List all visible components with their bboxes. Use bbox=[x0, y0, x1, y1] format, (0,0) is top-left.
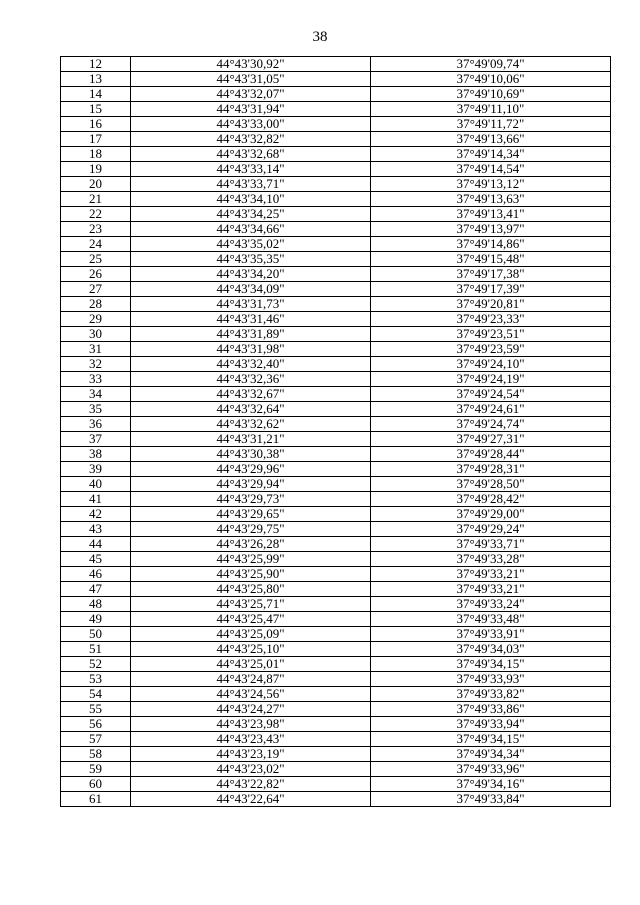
table-row bbox=[61, 402, 611, 417]
point-number-cell: 58 bbox=[61, 747, 131, 762]
point-number-cell: 36 bbox=[61, 417, 131, 432]
point-number-cell: 56 bbox=[61, 717, 131, 732]
longitude-cell: 37°49'11,10" bbox=[371, 102, 611, 117]
point-number-cell: 24 bbox=[61, 237, 131, 252]
longitude-cell: 37°49'33,82" bbox=[371, 687, 611, 702]
latitude-cell: 44°43'32,62" bbox=[131, 417, 371, 432]
longitude-cell: 37°49'33,96" bbox=[371, 762, 611, 777]
point-number-cell: 52 bbox=[61, 657, 131, 672]
latitude-cell: 44°43'31,94" bbox=[131, 102, 371, 117]
point-number-cell: 45 bbox=[61, 552, 131, 567]
latitude-cell: 44°43'29,65" bbox=[131, 507, 371, 522]
table-row bbox=[61, 462, 611, 477]
point-number-cell: 50 bbox=[61, 627, 131, 642]
table-row bbox=[61, 222, 611, 237]
table-row bbox=[61, 117, 611, 132]
longitude-cell: 37°49'14,34" bbox=[371, 147, 611, 162]
point-number-cell: 42 bbox=[61, 507, 131, 522]
latitude-cell: 44°43'31,46" bbox=[131, 312, 371, 327]
longitude-cell: 37°49'10,06" bbox=[371, 72, 611, 87]
point-number-cell: 31 bbox=[61, 342, 131, 357]
longitude-cell: 37°49'29,00" bbox=[371, 507, 611, 522]
latitude-cell: 44°43'32,67" bbox=[131, 387, 371, 402]
table-row bbox=[61, 447, 611, 462]
point-number-cell: 30 bbox=[61, 327, 131, 342]
table-row bbox=[61, 372, 611, 387]
table-row bbox=[61, 492, 611, 507]
latitude-cell: 44°43'24,27" bbox=[131, 702, 371, 717]
latitude-cell: 44°43'25,09" bbox=[131, 627, 371, 642]
point-number-cell: 17 bbox=[61, 132, 131, 147]
longitude-cell: 37°49'11,72" bbox=[371, 117, 611, 132]
longitude-cell: 37°49'14,54" bbox=[371, 162, 611, 177]
point-number-cell: 55 bbox=[61, 702, 131, 717]
longitude-cell: 37°49'24,10" bbox=[371, 357, 611, 372]
point-number-cell: 51 bbox=[61, 642, 131, 657]
point-number-cell: 61 bbox=[61, 792, 131, 807]
table-row bbox=[61, 207, 611, 222]
longitude-cell: 37°49'23,33" bbox=[371, 312, 611, 327]
latitude-cell: 44°43'25,90" bbox=[131, 567, 371, 582]
table-row bbox=[61, 387, 611, 402]
latitude-cell: 44°43'34,09" bbox=[131, 282, 371, 297]
longitude-cell: 37°49'17,39" bbox=[371, 282, 611, 297]
table-row bbox=[61, 777, 611, 792]
latitude-cell: 44°43'32,68" bbox=[131, 147, 371, 162]
longitude-cell: 37°49'15,48" bbox=[371, 252, 611, 267]
table-row bbox=[61, 417, 611, 432]
point-number-cell: 54 bbox=[61, 687, 131, 702]
table-row bbox=[61, 627, 611, 642]
table-row bbox=[61, 477, 611, 492]
point-number-cell: 34 bbox=[61, 387, 131, 402]
point-number-cell: 15 bbox=[61, 102, 131, 117]
latitude-cell: 44°43'25,71" bbox=[131, 597, 371, 612]
latitude-cell: 44°43'33,71" bbox=[131, 177, 371, 192]
longitude-cell: 37°49'33,24" bbox=[371, 597, 611, 612]
point-number-cell: 23 bbox=[61, 222, 131, 237]
latitude-cell: 44°43'34,66" bbox=[131, 222, 371, 237]
latitude-cell: 44°43'23,19" bbox=[131, 747, 371, 762]
longitude-cell: 37°49'33,21" bbox=[371, 567, 611, 582]
latitude-cell: 44°43'23,43" bbox=[131, 732, 371, 747]
point-number-cell: 20 bbox=[61, 177, 131, 192]
latitude-cell: 44°43'31,73" bbox=[131, 297, 371, 312]
latitude-cell: 44°43'25,10" bbox=[131, 642, 371, 657]
longitude-cell: 37°49'23,51" bbox=[371, 327, 611, 342]
point-number-cell: 47 bbox=[61, 582, 131, 597]
latitude-cell: 44°43'33,00" bbox=[131, 117, 371, 132]
longitude-cell: 37°49'17,38" bbox=[371, 267, 611, 282]
latitude-cell: 44°43'29,73" bbox=[131, 492, 371, 507]
table-row bbox=[61, 312, 611, 327]
point-number-cell: 22 bbox=[61, 207, 131, 222]
table-row bbox=[61, 717, 611, 732]
longitude-cell: 37°49'28,44" bbox=[371, 447, 611, 462]
latitude-cell: 44°43'33,14" bbox=[131, 162, 371, 177]
point-number-cell: 37 bbox=[61, 432, 131, 447]
longitude-cell: 37°49'33,86" bbox=[371, 702, 611, 717]
point-number-cell: 18 bbox=[61, 147, 131, 162]
point-number-cell: 39 bbox=[61, 462, 131, 477]
latitude-cell: 44°43'29,94" bbox=[131, 477, 371, 492]
latitude-cell: 44°43'34,20" bbox=[131, 267, 371, 282]
table-row bbox=[61, 432, 611, 447]
longitude-cell: 37°49'13,66" bbox=[371, 132, 611, 147]
latitude-cell: 44°43'32,36" bbox=[131, 372, 371, 387]
table-row bbox=[61, 162, 611, 177]
longitude-cell: 37°49'20,81" bbox=[371, 297, 611, 312]
table-row bbox=[61, 102, 611, 117]
latitude-cell: 44°43'26,28" bbox=[131, 537, 371, 552]
table-row bbox=[61, 132, 611, 147]
latitude-cell: 44°43'25,80" bbox=[131, 582, 371, 597]
latitude-cell: 44°43'32,07" bbox=[131, 87, 371, 102]
table-row bbox=[61, 792, 611, 807]
longitude-cell: 37°49'34,34" bbox=[371, 747, 611, 762]
longitude-cell: 37°49'28,31" bbox=[371, 462, 611, 477]
point-number-cell: 19 bbox=[61, 162, 131, 177]
table-row bbox=[61, 567, 611, 582]
table-row bbox=[61, 507, 611, 522]
latitude-cell: 44°43'24,56" bbox=[131, 687, 371, 702]
point-number-cell: 32 bbox=[61, 357, 131, 372]
longitude-cell: 37°49'14,86" bbox=[371, 237, 611, 252]
latitude-cell: 44°43'35,35" bbox=[131, 252, 371, 267]
longitude-cell: 37°49'28,50" bbox=[371, 477, 611, 492]
longitude-cell: 37°49'33,48" bbox=[371, 612, 611, 627]
table-row bbox=[61, 72, 611, 87]
longitude-cell: 37°49'13,63" bbox=[371, 192, 611, 207]
table-row bbox=[61, 282, 611, 297]
table-row bbox=[61, 657, 611, 672]
longitude-cell: 37°49'33,28" bbox=[371, 552, 611, 567]
point-number-cell: 46 bbox=[61, 567, 131, 582]
longitude-cell: 37°49'33,21" bbox=[371, 582, 611, 597]
point-number-cell: 59 bbox=[61, 762, 131, 777]
point-number-cell: 13 bbox=[61, 72, 131, 87]
latitude-cell: 44°43'23,02" bbox=[131, 762, 371, 777]
latitude-cell: 44°43'31,21" bbox=[131, 432, 371, 447]
table-row bbox=[61, 732, 611, 747]
longitude-cell: 37°49'10,69" bbox=[371, 87, 611, 102]
latitude-cell: 44°43'32,40" bbox=[131, 357, 371, 372]
longitude-cell: 37°49'24,61" bbox=[371, 402, 611, 417]
latitude-cell: 44°43'32,64" bbox=[131, 402, 371, 417]
point-number-cell: 40 bbox=[61, 477, 131, 492]
table-row bbox=[61, 342, 611, 357]
latitude-cell: 44°43'25,01" bbox=[131, 657, 371, 672]
point-number-cell: 12 bbox=[61, 57, 131, 72]
longitude-cell: 37°49'34,03" bbox=[371, 642, 611, 657]
point-number-cell: 53 bbox=[61, 672, 131, 687]
table-row bbox=[61, 597, 611, 612]
longitude-cell: 37°49'28,42" bbox=[371, 492, 611, 507]
latitude-cell: 44°43'22,82" bbox=[131, 777, 371, 792]
table-row bbox=[61, 267, 611, 282]
point-number-cell: 43 bbox=[61, 522, 131, 537]
table-row bbox=[61, 747, 611, 762]
longitude-cell: 37°49'24,74" bbox=[371, 417, 611, 432]
point-number-cell: 49 bbox=[61, 612, 131, 627]
point-number-cell: 21 bbox=[61, 192, 131, 207]
point-number-cell: 27 bbox=[61, 282, 131, 297]
longitude-cell: 37°49'33,71" bbox=[371, 537, 611, 552]
longitude-cell: 37°49'13,41" bbox=[371, 207, 611, 222]
table-row bbox=[61, 57, 611, 72]
table-row bbox=[61, 237, 611, 252]
point-number-cell: 28 bbox=[61, 297, 131, 312]
longitude-cell: 37°49'23,59" bbox=[371, 342, 611, 357]
table-row bbox=[61, 327, 611, 342]
point-number-cell: 41 bbox=[61, 492, 131, 507]
latitude-cell: 44°43'35,02" bbox=[131, 237, 371, 252]
coordinates-table-body bbox=[61, 57, 611, 807]
latitude-cell: 44°43'24,87" bbox=[131, 672, 371, 687]
latitude-cell: 44°43'30,38" bbox=[131, 447, 371, 462]
table-row bbox=[61, 582, 611, 597]
table-row bbox=[61, 252, 611, 267]
longitude-cell: 37°49'24,54" bbox=[371, 387, 611, 402]
longitude-cell: 37°49'13,97" bbox=[371, 222, 611, 237]
point-number-cell: 25 bbox=[61, 252, 131, 267]
point-number-cell: 33 bbox=[61, 372, 131, 387]
table-row bbox=[61, 702, 611, 717]
table-row bbox=[61, 357, 611, 372]
point-number-cell: 60 bbox=[61, 777, 131, 792]
longitude-cell: 37°49'29,24" bbox=[371, 522, 611, 537]
latitude-cell: 44°43'31,05" bbox=[131, 72, 371, 87]
table-row bbox=[61, 87, 611, 102]
coordinates-table bbox=[60, 56, 611, 807]
table-row bbox=[61, 147, 611, 162]
latitude-cell: 44°43'22,64" bbox=[131, 792, 371, 807]
table-row bbox=[61, 552, 611, 567]
point-number-cell: 38 bbox=[61, 447, 131, 462]
latitude-cell: 44°43'25,99" bbox=[131, 552, 371, 567]
longitude-cell: 37°49'33,84" bbox=[371, 792, 611, 807]
page-number: 38 bbox=[312, 29, 328, 45]
longitude-cell: 37°49'34,15" bbox=[371, 732, 611, 747]
point-number-cell: 48 bbox=[61, 597, 131, 612]
table-row bbox=[61, 762, 611, 777]
longitude-cell: 37°49'27,31" bbox=[371, 432, 611, 447]
latitude-cell: 44°43'32,82" bbox=[131, 132, 371, 147]
table-row bbox=[61, 672, 611, 687]
point-number-cell: 35 bbox=[61, 402, 131, 417]
longitude-cell: 37°49'13,12" bbox=[371, 177, 611, 192]
latitude-cell: 44°43'31,98" bbox=[131, 342, 371, 357]
longitude-cell: 37°49'33,91" bbox=[371, 627, 611, 642]
longitude-cell: 37°49'33,94" bbox=[371, 717, 611, 732]
latitude-cell: 44°43'25,47" bbox=[131, 612, 371, 627]
latitude-cell: 44°43'31,89" bbox=[131, 327, 371, 342]
point-number-cell: 16 bbox=[61, 117, 131, 132]
latitude-cell: 44°43'34,10" bbox=[131, 192, 371, 207]
longitude-cell: 37°49'34,16" bbox=[371, 777, 611, 792]
latitude-cell: 44°43'30,92" bbox=[131, 57, 371, 72]
table-row bbox=[61, 297, 611, 312]
longitude-cell: 37°49'33,93" bbox=[371, 672, 611, 687]
point-number-cell: 14 bbox=[61, 87, 131, 102]
point-number-cell: 57 bbox=[61, 732, 131, 747]
latitude-cell: 44°43'29,75" bbox=[131, 522, 371, 537]
table-row bbox=[61, 612, 611, 627]
table-row bbox=[61, 522, 611, 537]
point-number-cell: 29 bbox=[61, 312, 131, 327]
point-number-cell: 26 bbox=[61, 267, 131, 282]
latitude-cell: 44°43'34,25" bbox=[131, 207, 371, 222]
latitude-cell: 44°43'29,96" bbox=[131, 462, 371, 477]
table-row bbox=[61, 177, 611, 192]
longitude-cell: 37°49'24,19" bbox=[371, 372, 611, 387]
latitude-cell: 44°43'23,98" bbox=[131, 717, 371, 732]
table-row bbox=[61, 192, 611, 207]
longitude-cell: 37°49'09,74" bbox=[371, 57, 611, 72]
table-row bbox=[61, 537, 611, 552]
point-number-cell: 44 bbox=[61, 537, 131, 552]
table-row bbox=[61, 642, 611, 657]
longitude-cell: 37°49'34,15" bbox=[371, 657, 611, 672]
table-row bbox=[61, 687, 611, 702]
